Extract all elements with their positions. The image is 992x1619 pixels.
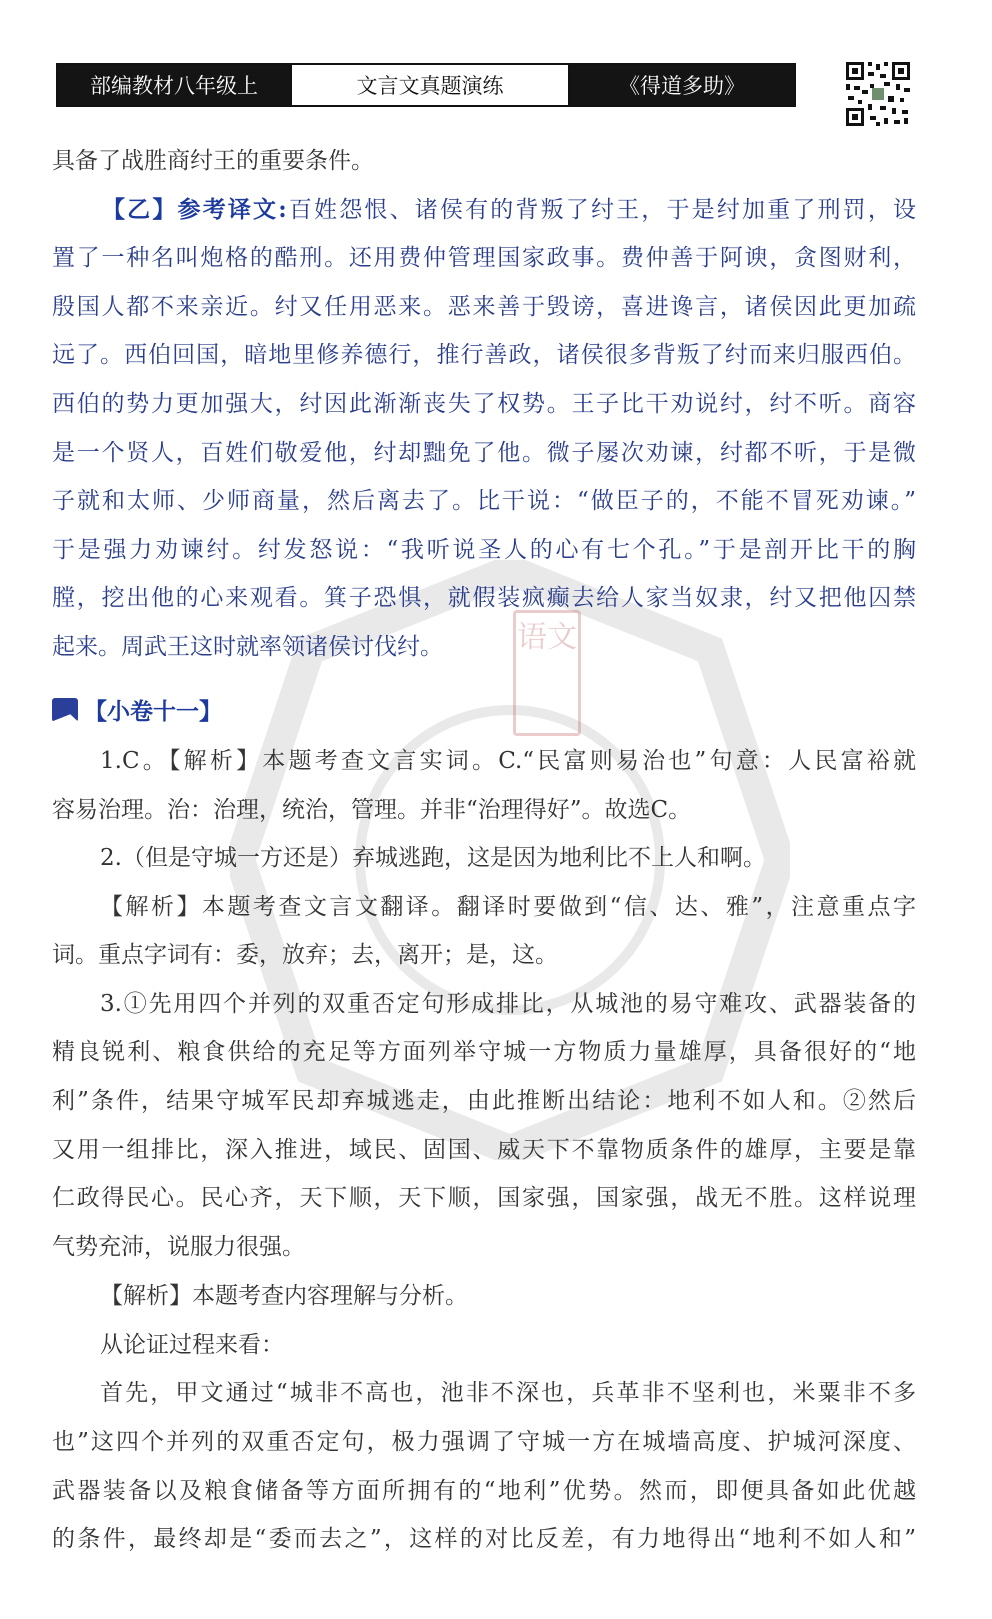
answer-line-12: 【解析】本题考查内容理解与分析。 [100,1283,468,1309]
section-heading [52,693,222,726]
translation-line-2: 置了一种名叫炮格的酷刑。还用费仲管理国家政事。费仲善于阿谀，贪图财利， [52,245,916,271]
translation-line-8: 于是强力劝谏纣。纣发怒说：“我听说圣人的心有七个孔。”于是剖开比干的胸 [52,537,916,563]
answer-line-6: 3.①先用四个并列的双重否定句形成排比，从城池的易守难攻、武器装备的 [100,991,916,1017]
answer-line-5: 词。重点字词有：委，放弃；去，离开；是，这。 [52,942,558,968]
translation-line-5: 西伯的势力更加强大，纣因此渐渐丧失了权势。王子比干劝说纣，纣不听。商容 [52,391,916,417]
translation-line-7: 子就和太师、少师商量，然后离去了。比干说：“做臣子的，不能不冒死劝谏。” [52,488,916,514]
header-section-label: 文言文真题演练 [290,65,570,105]
answer-line-17: 的条件，最终却是“委而去之”，这样的对比反差，有力地得出“地利不如人和” [52,1526,916,1552]
intro-line: 具备了战胜商纣王的重要条件。 [52,148,374,174]
answer-line-7: 精良锐利、粮食供给的充足等方面列举守城一方物质力量雄厚，具备很好的“地 [52,1039,916,1065]
answer-line-8: 利”条件，结果守城军民却弃城逃走，由此推断出结论：地利不如人和。②然后 [52,1088,916,1114]
header-textbook-label: 部编教材八年级上 [58,65,290,105]
header-lesson-title: 《得道多助》 [570,65,794,105]
answer-line-15: 也”这四个并列的双重否定句，极力强调了守城一方在城墙高度、护城河深度、 [52,1429,916,1455]
translation-line-3: 殷国人都不来亲近。纣又任用恶来。恶来善于毁谤，喜进谗言，诸侯因此更加疏 [52,294,916,320]
answer-line-2: 容易治理。治：治理，统治，管理。并非“治理得好”。故选C。 [52,797,692,823]
qr-code-icon [844,60,912,128]
section-title: 【小卷十一】 [84,698,222,725]
watermark-stamp: 语文 [513,610,581,736]
answer-line-9: 又用一组排比，深入推进，域民、固国、威天下不靠物质条件的雄厚，主要是靠 [52,1137,916,1163]
translation-line-4: 远了。西伯回国，暗地里修养德行，推行善政，诸侯很多背叛了纣而来归服西伯。 [52,342,916,368]
bookmark-icon [52,698,78,722]
answer-line-16: 武器装备以及粮食储备等方面所拥有的“地利”优势。然而，即便具备如此优越 [52,1478,916,1504]
answer-line-1: 1.C。【解析】本题考查文言实词。C.“民富则易治也”句意：人民富裕就 [100,748,916,774]
document-header [56,63,796,107]
translation-line-9: 膛，挖出他的心来观看。箕子恐惧，就假装疯癫去给人家当奴隶，纣又把他囚禁 [52,585,916,611]
answer-line-13: 从论证过程来看： [100,1332,284,1358]
answer-line-10: 仁政得民心。民心齐，天下顺，天下顺，国家强，国家强，战无不胜。这样说理 [52,1185,916,1211]
translation-line-10: 起来。周武王这时就率领诸侯讨伐纣。 [52,634,443,660]
answer-line-3: 2.（但是守城一方还是）弃城逃跑，这是因为地利比不上人和啊。 [100,845,766,871]
answer-line-4: 【解析】本题考查文言文翻译。翻译时要做到“信、达、雅”，注意重点字 [100,894,916,920]
translation-label: 【乙】参考译文: [102,196,287,223]
translation-line-1: 【乙】参考译文:百姓怨恨、诸侯有的背叛了纣王，于是纣加重了刑罚，设 [102,196,916,223]
translation-line-6: 是一个贤人，百姓们敬爱他，纣却黜免了他。微子屡次劝谏，纣都不听，于是微 [52,440,916,466]
answer-line-11: 气势充沛，说服力很强。 [52,1234,305,1260]
answer-line-14: 首先，甲文通过“城非不高也，池非不深也，兵革非不坚利也，米粟非不多 [100,1380,916,1406]
